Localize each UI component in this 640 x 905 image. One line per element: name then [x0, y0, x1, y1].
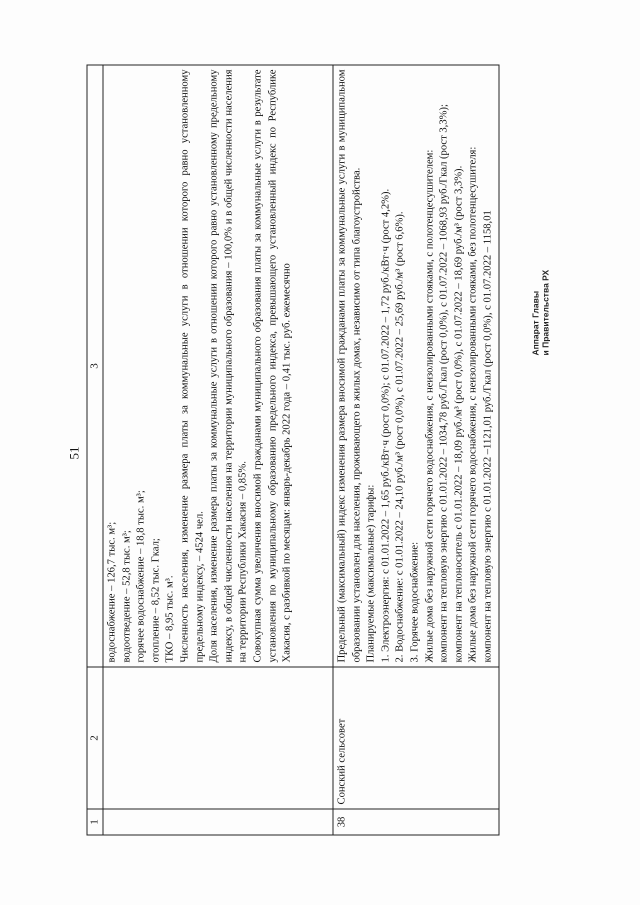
row-prev-line: ТКО – 8,95 тыс. м³. [164, 575, 176, 662]
row-38-line: компонент на теплоноситель с 01.01.2022 – 18,09 руб./м³ (рост 0,0%), с 01.07.2022 – 18,69 руб./м³ (рост 3,3%). [452, 165, 464, 662]
row-prev-number [103, 809, 333, 835]
stamp-line: и Правительства РХ [540, 269, 550, 355]
row-prev-name [103, 667, 333, 809]
header-col-1: 1 [87, 809, 103, 835]
row-38-name: Сонский сельсовет [333, 667, 499, 809]
row-38-line: компонент на тепловую энергию с 01.01.2022 – 1034,78 руб./Гкал (рост 0,0%), с 01.07.2022 – 1068,93 руб./Гкал (рост 3,3%); [438, 103, 450, 662]
header-col-2: 2 [87, 667, 103, 809]
header-col-3: 3 [87, 65, 103, 667]
table-row-38 [333, 65, 499, 835]
row-prev-line: Совокупная сумма увеличения вносимой гражданами муниципального образования платы за коммунальные услуги в результате установления по муниципальному образованию предельного индекса, превышающего установленный индекс по Республике Хакасия, с разбивкой по месяцам: январь-декабрь 2022 года – 0,41 тыс. руб. ежемесячно [251, 69, 293, 662]
row-38-line: 3. Горячее водоснабжение: [408, 541, 420, 662]
row-prev-line: горячее водоснабжение – 18,8 тыс. м³; [135, 489, 147, 662]
row-38-line: компонент на тепловую энергию с 01.01.2022 –1121,01 руб./Гкал (рост 0,0%), с 01.07.2022 – 1158,01 [481, 209, 493, 662]
row-prev-line: водоотведение – 52,8 тыс. м³; [120, 529, 132, 662]
rotated-page-content [60, 45, 580, 860]
row-prev-line: Доля населения, изменение размера платы за коммунальные услуги в отношении которого равно установленному предельному индексу, в общей численности населения на территории муниципального образования – 100,0% и в общей численности населения на территории Республики Хакасия – 0,85%. [208, 69, 249, 662]
row-prev-line: водоснабжение – 126,7 тыс. м³; [106, 521, 117, 662]
row-prev-description [103, 65, 333, 667]
page-number: 51 [66, 446, 81, 459]
row-38-description [333, 65, 499, 667]
row-38-line: 1. Электроэнергия: с 01.01.2022 – 1,65 руб./кВт·ч (рост 0,0%); с 01.07.2022 – 1,72 руб./кВт·ч (рост 4,2%). [379, 188, 391, 662]
table-row-previous [103, 65, 333, 835]
row-prev-line: отопление – 8,52 тыс. Гкал; [149, 537, 161, 662]
row-38-number: 38 [333, 809, 499, 835]
office-stamp [530, 269, 550, 355]
stamp-line: Аппарат Главы [530, 290, 540, 355]
row-38-line: Предельный (максимальный) индекс изменения размера вносимой гражданами платы за коммунальные услуги в муниципальном образовании установлен для населения, проживающего в жилых домах, независимо от типа благоустройства. [336, 69, 362, 662]
tariff-table [86, 64, 499, 835]
row-38-line: Жилые дома без наружной сети горячего водоснабжения, с неизолированными стояками, без полотенцесушителя: [467, 146, 479, 662]
row-38-line: Планируемые (максимальные) тарифы: [365, 484, 377, 662]
row-prev-line: Численность населения, изменение размера платы за коммунальные услуги в отношении которого равно установленному предельному индексу, – 4524 чел. [178, 69, 205, 662]
table-header-row [87, 65, 103, 835]
row-38-line: 2. Водоснабжение: с 01.01.2022 – 24,10 руб./м³ (рост 0,0%), с 01.07.2022 – 25,69 руб./м³ (рост 6,6%). [394, 210, 406, 662]
row-38-line: Жилые дома без наружной сети горячего водоснабжения, с неизолированными стояками, с полотенцесушителем: [423, 149, 435, 662]
